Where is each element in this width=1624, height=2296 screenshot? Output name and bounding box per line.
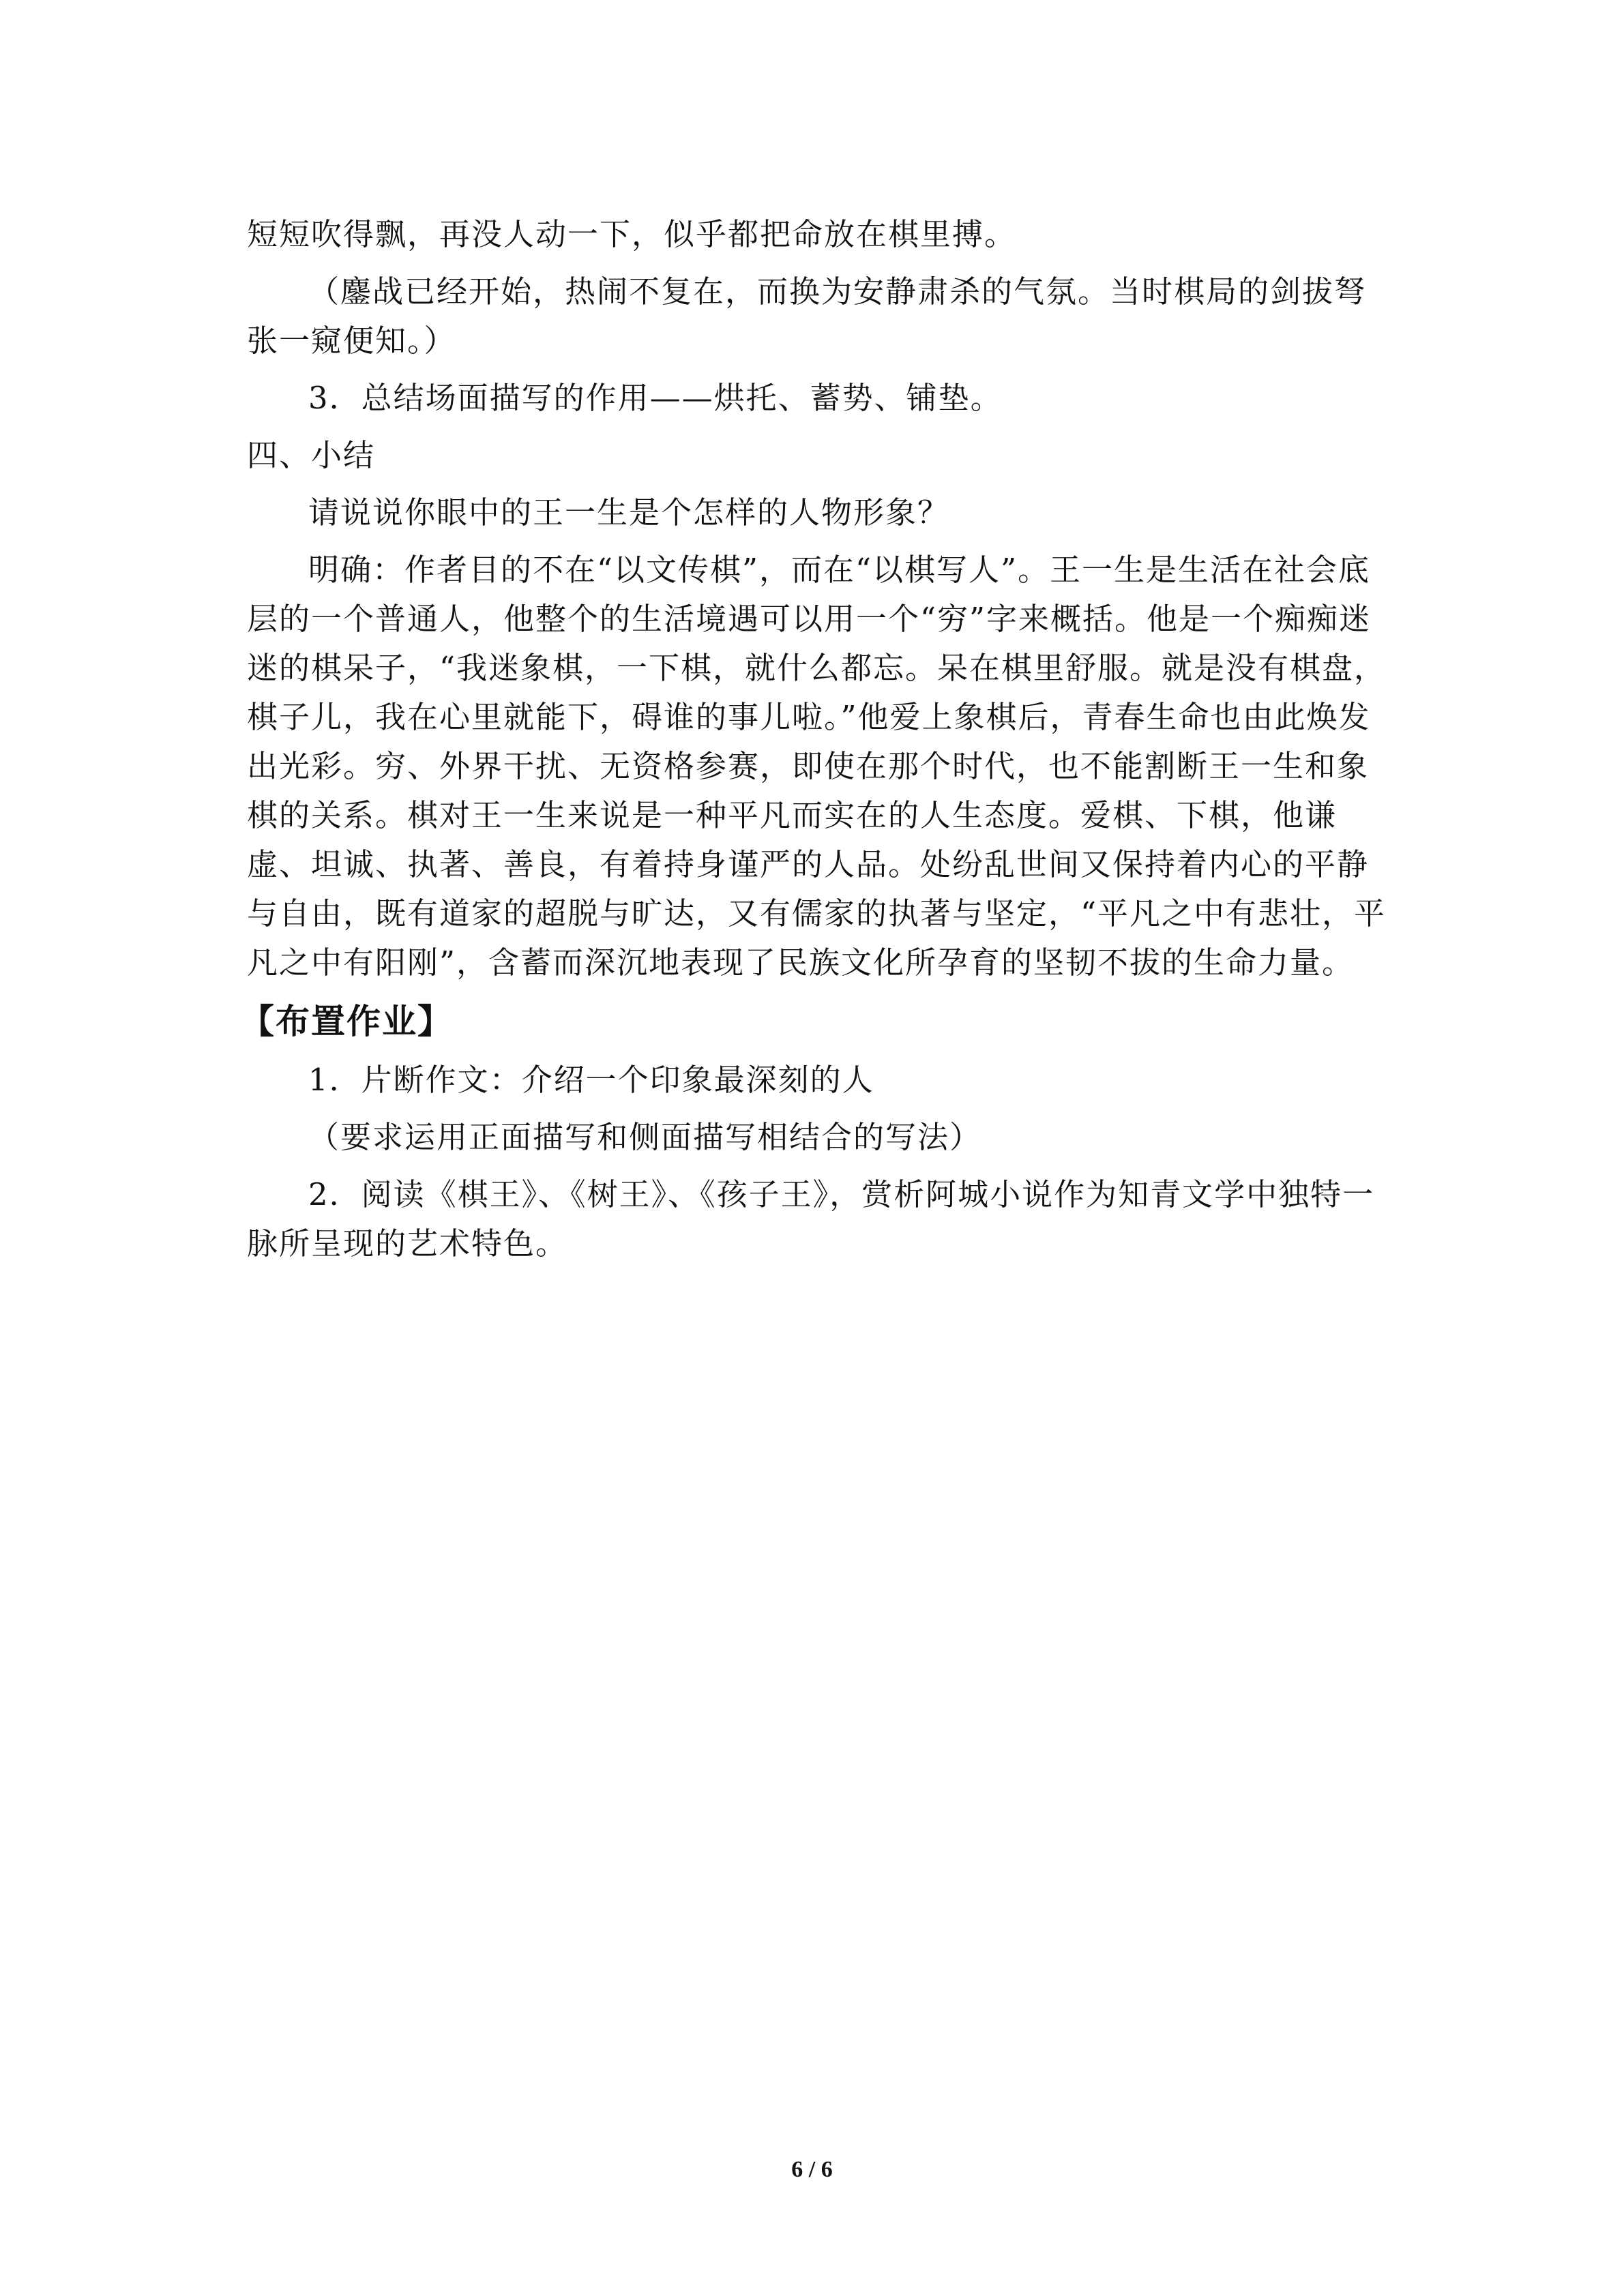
paragraph-continuation: 短短吹得飘，再没人动一下，似乎都把命放在棋里搏。: [247, 216, 1017, 252]
summary-answer: 明确：作者目的不在“以文传棋”，而在“以棋写人”。王一生是生活在社会底层的一个普通人，他整个的生活境遇可以用一个“穷”字来概括。他是一个痴痴迷迷的棋呆子，“我迷象棋，一下棋，就什么都忘。呆在棋里舒服。就是没有棋盘，棋子儿，我在心里就能下，碍谁的事儿啦。”他爱上象棋后，青春生命也由此焕发出光彩。穷、外界干扰、无资格参赛，即使在那个时代，也不能割断王一生和象棋的关系。棋对王一生来说是一种平凡而实在的人生态度。爱棋、下棋，他谦虚、坦诚、执著、善良，有着持身谨严的人品。处纷乱世间又保持着内心的平静与自由，既有道家的超脱与旷达，又有儒家的执著与坚定，“平凡之中有悲壮，平凡之中有阳刚”，含蓄而深沉地表现了民族文化所孕育的坚韧不拔的生命力量。: [247, 552, 1387, 981]
section-heading-summary: 四、小结: [247, 437, 376, 473]
homework-item-1-note: （要求运用正面描写和侧面描写相结合的写法）: [308, 1119, 982, 1155]
paragraph-summary-point: 3．总结场面描写的作用——烘托、蓄势、铺垫。: [308, 380, 1003, 416]
homework-item-2: 2．阅读《棋王》、《树王》、《孩子王》，赏析阿城小说作为知青文学中独特一脉所呈现的艺术特色。: [247, 1176, 1375, 1262]
document-body: [240, 210, 1393, 1277]
page-number: 6 / 6: [791, 2157, 833, 2182]
summary-question: 请说说你眼中的王一生是个怎样的人物形象？: [308, 494, 950, 531]
homework-item-1: 1．片断作文：介绍一个印象最深刻的人: [308, 1062, 874, 1098]
paragraph-commentary: （鏖战已经开始，热闹不复在，而换为安静肃杀的气氛。当时棋局的剑拔弩张一窥便知。）: [247, 273, 1367, 359]
homework-heading: 【布置作业】: [240, 1002, 453, 1041]
